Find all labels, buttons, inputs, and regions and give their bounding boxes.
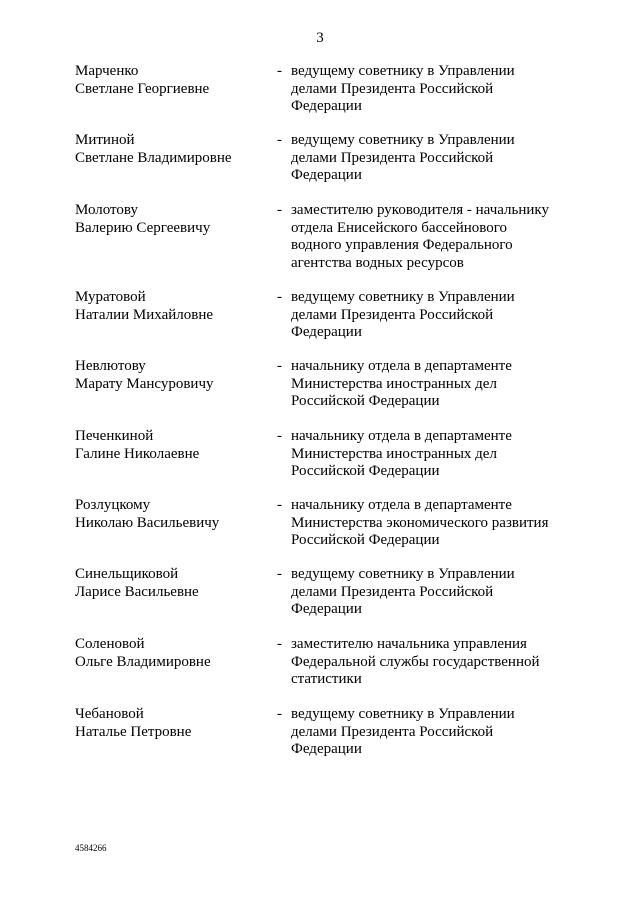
position-title	[291, 202, 591, 272]
position-title	[291, 358, 591, 411]
position-line: Министерства экономического развития	[291, 514, 549, 531]
recipient-given-name: Наталии Михайловне	[75, 306, 214, 323]
position-line: Федерации	[291, 601, 362, 617]
position-title	[291, 132, 591, 185]
recipient-surname: Розлуцкому	[75, 497, 151, 513]
recipient-name	[75, 636, 270, 671]
position-line: Федеральной службы государственной	[291, 653, 540, 670]
position-line: делами Президента Российской	[291, 723, 494, 740]
recipient-given-name: Наталье Петровне	[75, 723, 192, 740]
position-line: Федерации	[291, 98, 362, 114]
position-line: агентства водных ресурсов	[291, 254, 464, 271]
position-line: водного управления Федерального	[291, 237, 513, 253]
recipient-given-name: Светлане Георгиевне	[75, 80, 210, 97]
dash-separator: -	[277, 358, 282, 374]
position-line: ведущему советнику в Управлении	[291, 132, 515, 148]
recipient-name	[75, 358, 270, 393]
recipient-surname: Чебановой	[75, 706, 144, 722]
position-line: Российской Федерации	[291, 463, 440, 479]
recipient-given-name: Ларисе Васильевне	[75, 583, 199, 600]
position-line: начальнику отдела в департаменте	[291, 428, 512, 444]
dash-separator: -	[277, 566, 282, 582]
recipient-name	[75, 706, 270, 741]
position-line: ведущему советнику в Управлении	[291, 566, 515, 582]
position-line: Российской Федерации	[291, 532, 440, 548]
position-title	[291, 497, 591, 550]
page-number: 3	[316, 30, 324, 46]
position-line: Министерства иностранных дел	[291, 375, 497, 392]
position-line: начальнику отдела в департаменте	[291, 497, 512, 513]
position-line: делами Президента Российской	[291, 80, 494, 97]
position-line: отдела Енисейского бассейнового	[291, 219, 508, 236]
recipient-name	[75, 202, 270, 237]
position-line: Российской Федерации	[291, 393, 440, 409]
recipient-surname: Невлютову	[75, 358, 146, 374]
position-line: заместителю руководителя - начальнику	[291, 202, 550, 218]
document-code: 4584266	[75, 843, 107, 853]
recipient-name	[75, 566, 270, 601]
position-line: ведущему советнику в Управлении	[291, 63, 515, 79]
recipient-surname: Митиной	[75, 132, 135, 148]
position-title	[291, 636, 591, 689]
position-line: делами Президента Российской	[291, 306, 494, 323]
recipient-name	[75, 63, 270, 98]
position-line: ведущему советнику в Управлении	[291, 289, 515, 305]
recipient-given-name: Марату Мансуровичу	[75, 375, 214, 392]
position-title	[291, 566, 591, 619]
dash-separator: -	[277, 289, 282, 305]
position-line: делами Президента Российской	[291, 583, 494, 600]
position-title	[291, 706, 591, 759]
position-line: ведущему советнику в Управлении	[291, 706, 515, 722]
position-line: Федерации	[291, 741, 362, 757]
dash-separator: -	[277, 636, 282, 652]
position-title	[291, 428, 591, 481]
position-line: начальнику отдела в департаменте	[291, 358, 512, 374]
recipient-name	[75, 497, 270, 532]
position-line: статистики	[291, 671, 362, 687]
position-line: Министерства иностранных дел	[291, 445, 497, 462]
recipient-name	[75, 428, 270, 463]
recipient-surname: Соленовой	[75, 636, 145, 652]
position-title	[291, 289, 591, 342]
position-line: делами Президента Российской	[291, 149, 494, 166]
recipient-name	[75, 132, 270, 167]
dash-separator: -	[277, 132, 282, 148]
recipient-surname: Печенкиной	[75, 428, 154, 444]
recipient-given-name: Ольге Владимировне	[75, 653, 211, 670]
recipient-surname: Синельщиковой	[75, 566, 179, 582]
position-title	[291, 63, 591, 116]
position-line: Федерации	[291, 167, 362, 183]
dash-separator: -	[277, 497, 282, 513]
dash-separator: -	[277, 63, 282, 79]
position-line: заместителю начальника управления	[291, 636, 527, 652]
recipient-given-name: Светлане Владимировне	[75, 149, 232, 166]
recipient-name	[75, 289, 270, 324]
dash-separator: -	[277, 428, 282, 444]
dash-separator: -	[277, 202, 282, 218]
recipient-given-name: Галине Николаевне	[75, 445, 200, 462]
position-line: Федерации	[291, 324, 362, 340]
recipient-surname: Марченко	[75, 63, 139, 79]
recipient-surname: Муратовой	[75, 289, 146, 305]
dash-separator: -	[277, 706, 282, 722]
recipient-given-name: Валерию Сергеевичу	[75, 219, 211, 236]
recipient-surname: Молотову	[75, 202, 138, 218]
recipient-given-name: Николаю Васильевичу	[75, 514, 220, 531]
